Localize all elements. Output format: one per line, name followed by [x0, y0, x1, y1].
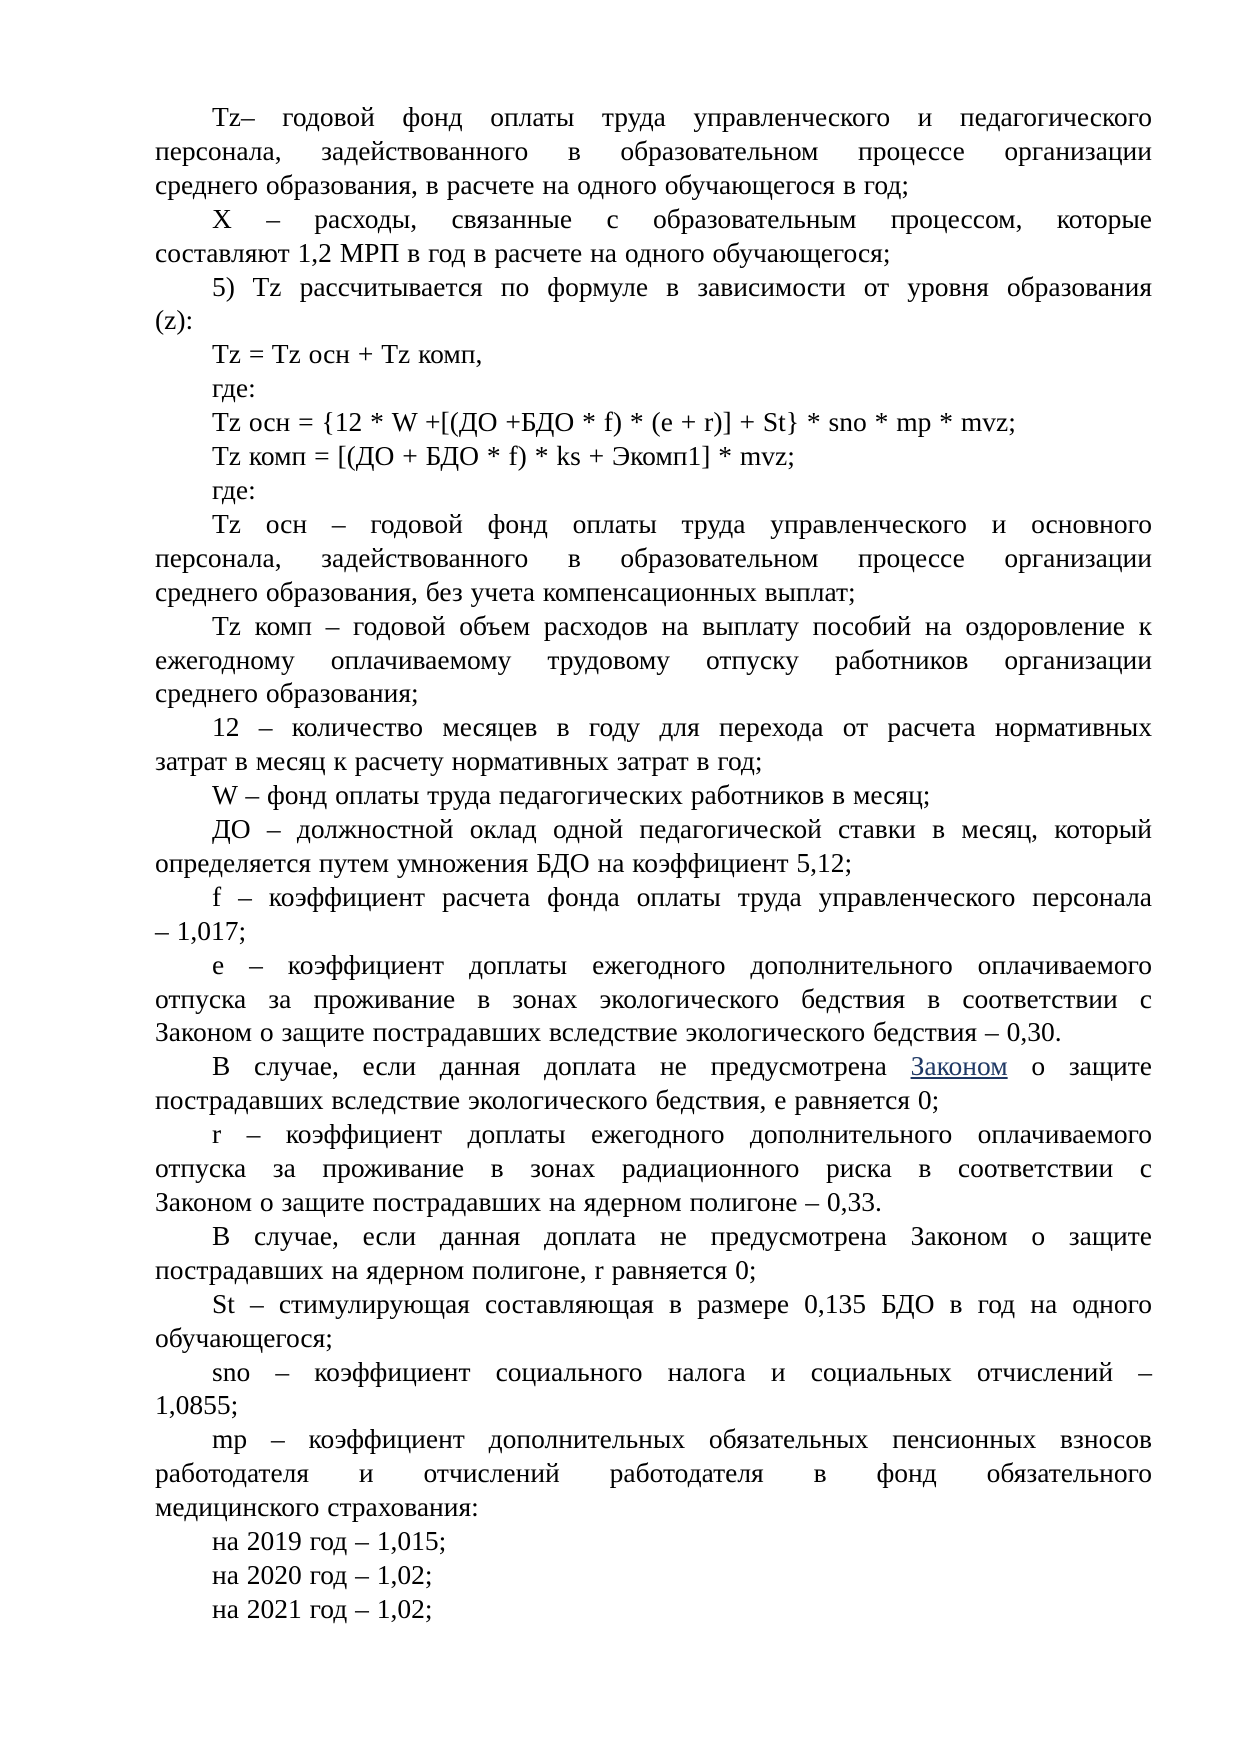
document-text	[155, 100, 1152, 1626]
text-segment: r – коэффициент доплаты ежегодного дополнительного оплачиваемого	[212, 1118, 1152, 1150]
text-line	[155, 337, 1152, 371]
text-line	[155, 1456, 1152, 1490]
text-segment: Tz комп = [(ДО + БДО * f) * ks + Экомп1] * mvz;	[212, 440, 795, 472]
text-line	[155, 778, 1152, 812]
text-segment: на 2020 год – 1,02;	[212, 1558, 433, 1590]
text-line	[155, 1117, 1152, 1151]
text-segment: где:	[212, 372, 256, 404]
text-line	[155, 1049, 1152, 1083]
text-line	[155, 134, 1152, 168]
text-segment: W – фонд оплаты труда педагогических работников в месяц;	[212, 779, 931, 811]
text-segment: Законом о защите пострадавших вследствие экологического бедствия – 0,30.	[155, 1016, 1062, 1048]
text-segment: Tz осн = {12 * W +[(ДО +БДО * f) * (e + r)] + St} * sno * mp * mvz;	[212, 406, 1016, 438]
text-line	[155, 948, 1152, 982]
text-line	[155, 1219, 1152, 1253]
text-segment: затрат в месяц к расчету нормативных затрат в год;	[155, 745, 763, 777]
text-line	[155, 1253, 1152, 1287]
text-line	[155, 1151, 1152, 1185]
text-segment: отпуска за проживание в зонах радиационного риска в соответствии с	[155, 1152, 1152, 1184]
text-segment: Х – расходы, связанные с образовательным процессом, которые	[212, 202, 1152, 234]
text-line	[155, 643, 1152, 677]
text-line	[155, 270, 1152, 304]
text-line	[155, 1490, 1152, 1524]
text-line	[155, 982, 1152, 1016]
text-segment: Tz комп – годовой объем расходов на выплату пособий на оздоровление к	[212, 609, 1152, 641]
text-segment: обучающегося;	[155, 1321, 333, 1353]
text-line	[155, 676, 1152, 710]
text-line	[155, 473, 1152, 507]
text-segment: персонала, задействованного в образовательном процессе организации	[155, 134, 1152, 166]
text-line	[155, 1558, 1152, 1592]
text-segment: – 1,017;	[155, 914, 247, 946]
text-segment: пострадавших на ядерном полигоне, r равняется 0;	[155, 1253, 757, 1285]
text-line	[155, 303, 1152, 337]
text-line	[155, 405, 1152, 439]
text-segment: sno – коэффициент социального налога и социальных отчислений –	[212, 1355, 1152, 1387]
text-segment: Законом о защите пострадавших на ядерном полигоне – 0,33.	[155, 1186, 882, 1217]
text-line	[155, 846, 1152, 880]
text-line	[155, 507, 1152, 541]
text-segment: определяется путем умножения БДО на коэффициент 5,12;	[155, 846, 853, 878]
text-line	[155, 439, 1152, 473]
text-line	[155, 236, 1152, 270]
text-segment: ДО – должностной оклад одной педагогической ставки в месяц, который	[212, 813, 1152, 845]
text-line	[155, 1083, 1152, 1117]
text-line	[155, 812, 1152, 846]
text-segment: Tz = Tz осн + Tz комп,	[212, 338, 483, 370]
text-line	[155, 371, 1152, 405]
text-segment: 1,0855;	[155, 1389, 239, 1421]
text-line	[155, 880, 1152, 914]
text-segment: о защите	[1007, 1050, 1152, 1082]
text-segment: е – коэффициент доплаты ежегодного дополнительного оплачиваемого	[212, 948, 1152, 980]
text-segment: 12 – количество месяцев в году для перехода от расчета нормативных	[212, 711, 1152, 743]
zakon-law-link[interactable]: Законом	[910, 1050, 1008, 1082]
text-line	[155, 1355, 1152, 1389]
text-line	[155, 1422, 1152, 1456]
text-line	[155, 744, 1152, 778]
text-segment: персонала, задействованного в образовательном процессе организации	[155, 541, 1152, 573]
text-segment: среднего образования, без учета компенсационных выплат;	[155, 575, 856, 607]
text-segment: медицинского страхования:	[155, 1491, 479, 1523]
text-segment: (z):	[155, 304, 194, 336]
text-line	[155, 1388, 1152, 1422]
text-segment: ежегодному оплачиваемому трудовому отпуску работников организации	[155, 643, 1152, 675]
text-line	[155, 168, 1152, 202]
text-segment: пострадавших вследствие экологического бедствия, е равняется 0;	[155, 1084, 940, 1116]
text-line	[155, 202, 1152, 236]
text-segment: среднего образования, в расчете на одного обучающегося в год;	[155, 168, 909, 200]
text-segment: mp – коэффициент дополнительных обязательных пенсионных взносов	[212, 1423, 1152, 1455]
text-segment: В случае, если данная доплата не предусмотрена	[212, 1050, 911, 1082]
text-segment: отпуска за проживание в зонах экологического бедствия в соответствии с	[155, 982, 1152, 1014]
text-segment: Tz– годовой фонд оплаты труда управленческого и педагогического	[212, 101, 1152, 132]
text-segment: f – коэффициент расчета фонда оплаты труда управленческого персонала	[212, 880, 1152, 912]
text-line	[155, 100, 1152, 134]
text-line	[155, 1287, 1152, 1321]
text-line	[155, 710, 1152, 744]
text-line	[155, 1185, 1152, 1219]
text-segment: St – стимулирующая составляющая в размере 0,135 БДО в год на одного	[212, 1287, 1152, 1319]
text-line	[155, 575, 1152, 609]
text-line	[155, 541, 1152, 575]
text-segment: среднего образования;	[155, 677, 419, 709]
text-segment: В случае, если данная доплата не предусмотрена Законом о защите	[212, 1219, 1152, 1251]
text-segment: Tz осн – годовой фонд оплаты труда управленческого и основного	[212, 507, 1152, 539]
text-line	[155, 1321, 1152, 1355]
text-line	[155, 609, 1152, 643]
text-segment: на 2019 год – 1,015;	[212, 1525, 447, 1557]
text-line	[155, 1592, 1152, 1626]
text-segment: работодателя и отчислений работодателя в фонд обязательного	[155, 1457, 1152, 1489]
text-line	[155, 914, 1152, 948]
text-line	[155, 1524, 1152, 1558]
text-segment: на 2021 год – 1,02;	[212, 1592, 433, 1624]
text-segment: где:	[212, 473, 256, 505]
text-segment: составляют 1,2 МРП в год в расчете на одного обучающегося;	[155, 236, 891, 268]
text-line	[155, 1015, 1152, 1049]
text-segment: 5) Tz рассчитывается по формуле в зависимости от уровня образования	[212, 270, 1152, 302]
